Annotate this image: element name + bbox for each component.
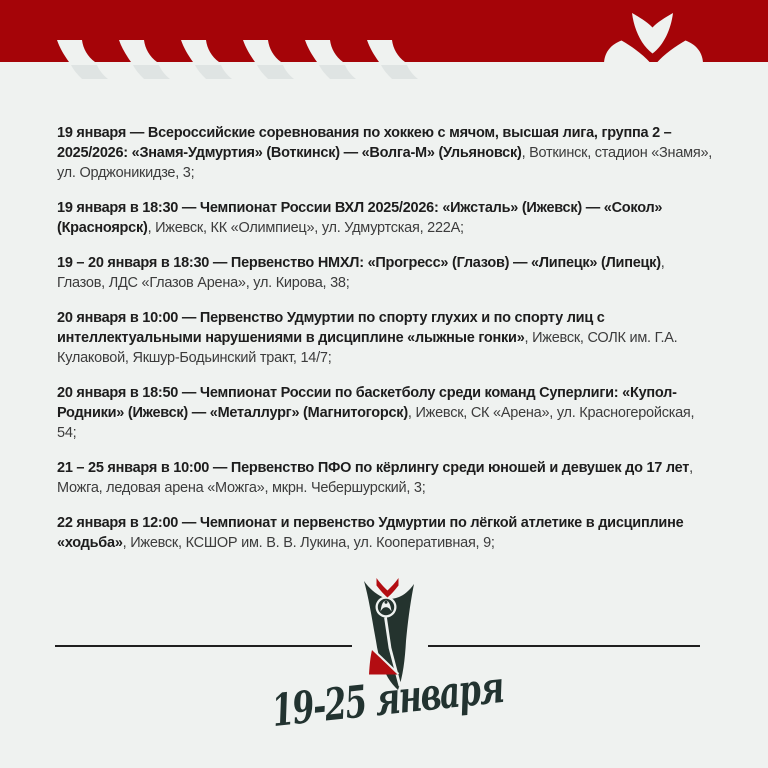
event-title: 20 января в 10:00 — Первенство Удмуртии по спорту глухих и по спорту лиц с интеллектуальными нарушениями в дисциплине «лыжные гонки» [57,310,605,346]
event-venue: , Ижевск, КК «Олимпиец», ул. Удмуртская, 222А; [147,220,464,236]
event-venue: , Можга, ледовая арена «Можга», мкрн. Чебершурский, 3; [57,460,693,496]
event-venue: , Глазов, ЛДС «Глазов Арена», ул. Кирова, 38; [57,255,665,291]
event-title: 19 – 20 января в 18:30 — Первенство НМХЛ: «Прогресс» (Глазов) — «Липецк» (Липецк) [57,255,661,271]
date-range-script: 19-25 января [269,652,596,738]
event-item [57,308,715,368]
event-list [57,123,715,568]
event-item [57,253,715,293]
event-venue: , Воткинск, стадион «Знамя», ул. Орджоникидзе, 3; [57,145,713,181]
event-title: 21 – 25 января в 10:00 — Первенство ПФО по кёрлингу среди юношей и девушек до 17 лет [57,460,690,476]
event-title: 19 января — Всероссийские соревнования по хоккею с мячом, высшая лига, группа 2 – 2025/2026: «Знамя-Удмуртия» (Воткинск) — «Волга-М» (Ульяновск) [57,125,672,161]
chevron-shadow-pattern [71,65,418,79]
event-item [57,383,715,443]
event-item [57,198,715,238]
header-band [0,0,768,86]
event-item [57,123,715,183]
event-title: 20 января в 18:50 — Чемпионат России по баскетболу среди команд Суперлиги: «Купол-Родники» (Ижевск) — «Металлург» (Магнитогорск) [57,385,677,421]
event-venue: , Ижевск, СОЛК им. Г.А. Кулаковой, Якшур-Бодьинский тракт, 14/7; [57,330,678,366]
event-venue: , Ижевск, КСШОР им. В. В. Лукина, ул. Кооперативная, 9; [122,535,495,551]
event-title: 22 января в 12:00 — Чемпионат и первенство Удмуртии по лёгкой атлетике в дисциплине «ходьба» [57,515,684,551]
event-title: 19 января в 18:30 — Чемпионат России ВХЛ 2025/2026: «Ижсталь» (Ижевск) — «Сокол» (Красноярск) [57,200,663,236]
footer [0,565,768,768]
event-venue: , Ижевск, СК «Арена», ул. Красногеройская, 54; [57,405,695,441]
event-item [57,458,715,498]
event-item [57,513,715,553]
